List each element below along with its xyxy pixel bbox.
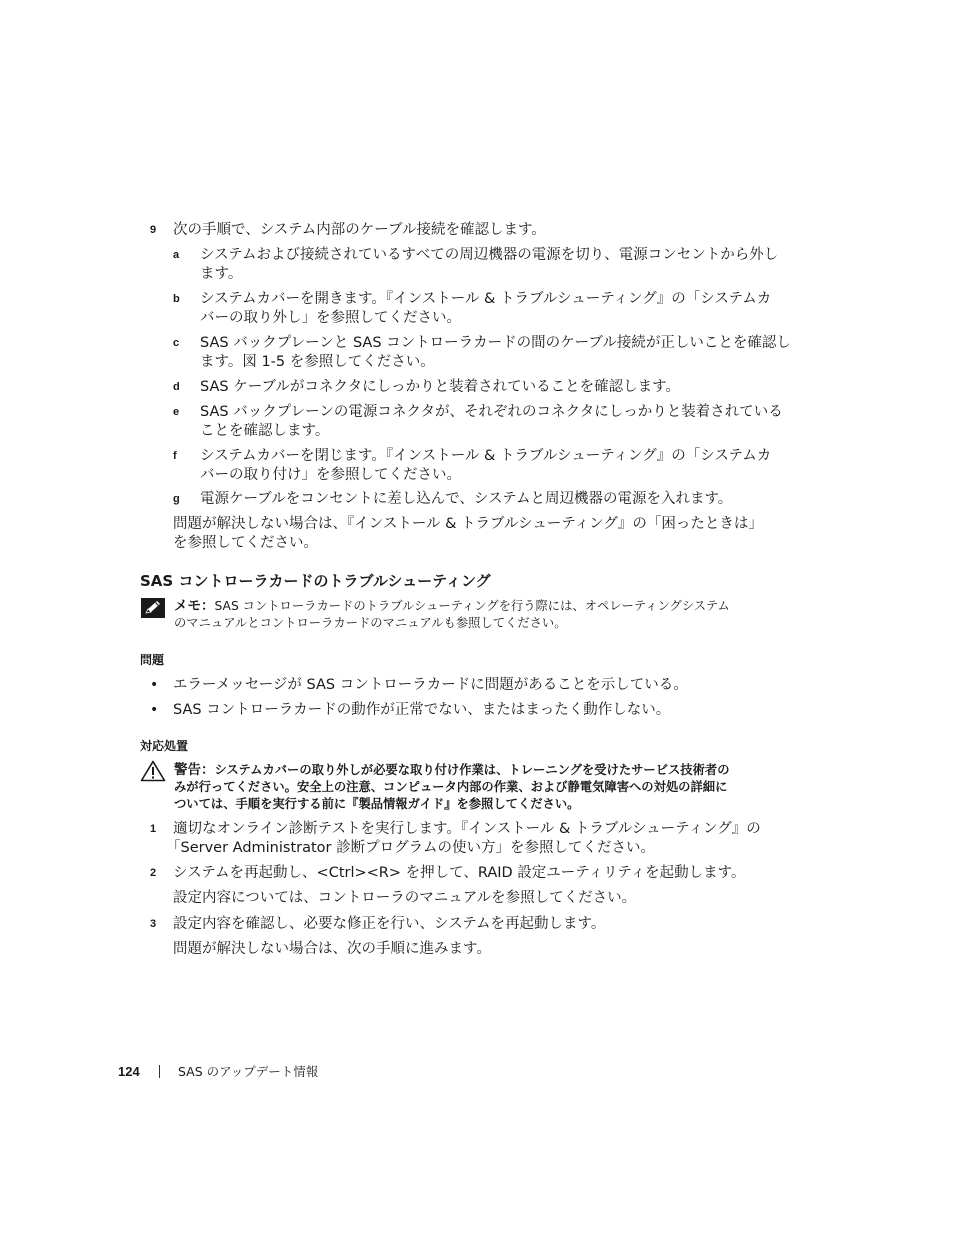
section-heading: SAS コントローラカードのトラブルシューティング: [140, 572, 491, 590]
substep-text-line: バーの取り付け」を参照してください。: [200, 467, 461, 483]
bullet-dot: •: [150, 677, 159, 693]
warning-line: みが行ってください。安全上の注意、コンピュータ内部の作業、および静電気障害への対処の詳細に: [174, 780, 728, 794]
problem-item: エラーメッセージが SAS コントローラカードに問題があることを示している。: [173, 677, 688, 693]
step-number: 1: [150, 823, 157, 835]
substep-text-line: バーの取り外し」を参照してください。: [200, 310, 461, 326]
warning-triangle-icon: [140, 760, 166, 782]
step-after-text: 設定内容については、コントローラのマニュアルを参照してください。: [173, 890, 637, 906]
step-number: 9: [150, 224, 157, 236]
paragraph-line: を参照してください。: [173, 535, 318, 551]
pencil-icon: [141, 598, 165, 618]
substep-label: a: [173, 249, 180, 261]
substep-text-line: SAS バックプレーンと SAS コントローラカードの間のケーブル接続が正しいことを確認し: [200, 335, 791, 351]
substep-text-line: システムおよび接続されているすべての周辺機器の電源を切り、電源コンセントから外し: [200, 247, 779, 263]
substep-text-line: SAS ケーブルがコネクタにしっかりと装着されていることを確認します。: [200, 379, 680, 395]
substep-text-line: 電源ケーブルをコンセントに差し込んで、システムと周辺機器の電源を入れます。: [200, 491, 733, 507]
warning-line: ついては、手順を実行する前に『製品情報ガイド』を参照してください。: [174, 797, 580, 811]
step-number: 2: [150, 867, 157, 879]
paragraph-line: 問題が解決しない場合は、『インストール & トラブルシューティング』の「困ったときは」: [173, 516, 763, 532]
substep-label: f: [173, 450, 177, 462]
note-label: メモ：: [174, 598, 215, 614]
substep-text-line: ます。図 1-5 を参照してください。: [200, 354, 435, 370]
substep-label: d: [173, 381, 180, 393]
substep-text-line: ます。: [200, 266, 243, 282]
substep-text-line: SAS バックプレーンの電源コネクタが、それぞれのコネクタにしっかりと装着されている: [200, 404, 783, 420]
substep-text-line: システムカバーを開きます。『インストール & トラブルシューティング』の「システムカ: [200, 291, 772, 307]
note-text: SAS コントローラカードのトラブルシューティングを行う際には、オペレーティングシステム: [214, 599, 730, 613]
substep-label: c: [173, 337, 180, 349]
step-number: 3: [150, 918, 157, 930]
step-text-line: 「Server Administrator 診断プログラムの使い方」を参照してください。: [166, 840, 655, 856]
step-text-line: 設定内容を確認し、必要な修正を行い、システムを再起動します。: [173, 916, 606, 932]
warning-label: 警告：: [174, 762, 215, 778]
substep-text-line: ことを確認します。: [200, 423, 330, 439]
warning-line: [174, 762, 730, 779]
step-text-line: 適切なオンライン診断テストを実行します。『インストール & トラブルシューティング』の: [173, 821, 761, 837]
action-heading: 対応処置: [140, 739, 189, 753]
step-after-text: 問題が解決しない場合は、次の手順に進みます。: [173, 941, 491, 957]
problem-item: SAS コントローラカードの動作が正常でない、またはまったく動作しない。: [173, 702, 671, 718]
substep-text-line: システムカバーを閉じます。『インストール & トラブルシューティング』の「システムカ: [200, 448, 772, 464]
problem-heading: 問題: [140, 653, 165, 667]
substep-label: g: [173, 493, 180, 505]
substep-label: e: [173, 406, 180, 418]
footer-separator: [159, 1065, 160, 1078]
warning-text: システムカバーの取り外しが必要な取り付け作業は、トレーニングを受けたサービス技術者の: [214, 763, 730, 777]
step-text-line: システムを再起動し、<Ctrl><R> を押して、RAID 設定ユーティリティを起動します。: [173, 865, 746, 881]
bullet-dot: •: [150, 702, 159, 718]
step-text: 次の手順で、システム内部のケーブル接続を確認します。: [173, 222, 546, 238]
running-title: SAS のアップデート情報: [178, 1064, 319, 1079]
page-number: 124: [118, 1064, 140, 1079]
note-line: [174, 598, 730, 615]
substep-label: b: [173, 293, 180, 305]
note-line: のマニュアルとコントローラカードのマニュアルも参照してください。: [174, 616, 567, 630]
